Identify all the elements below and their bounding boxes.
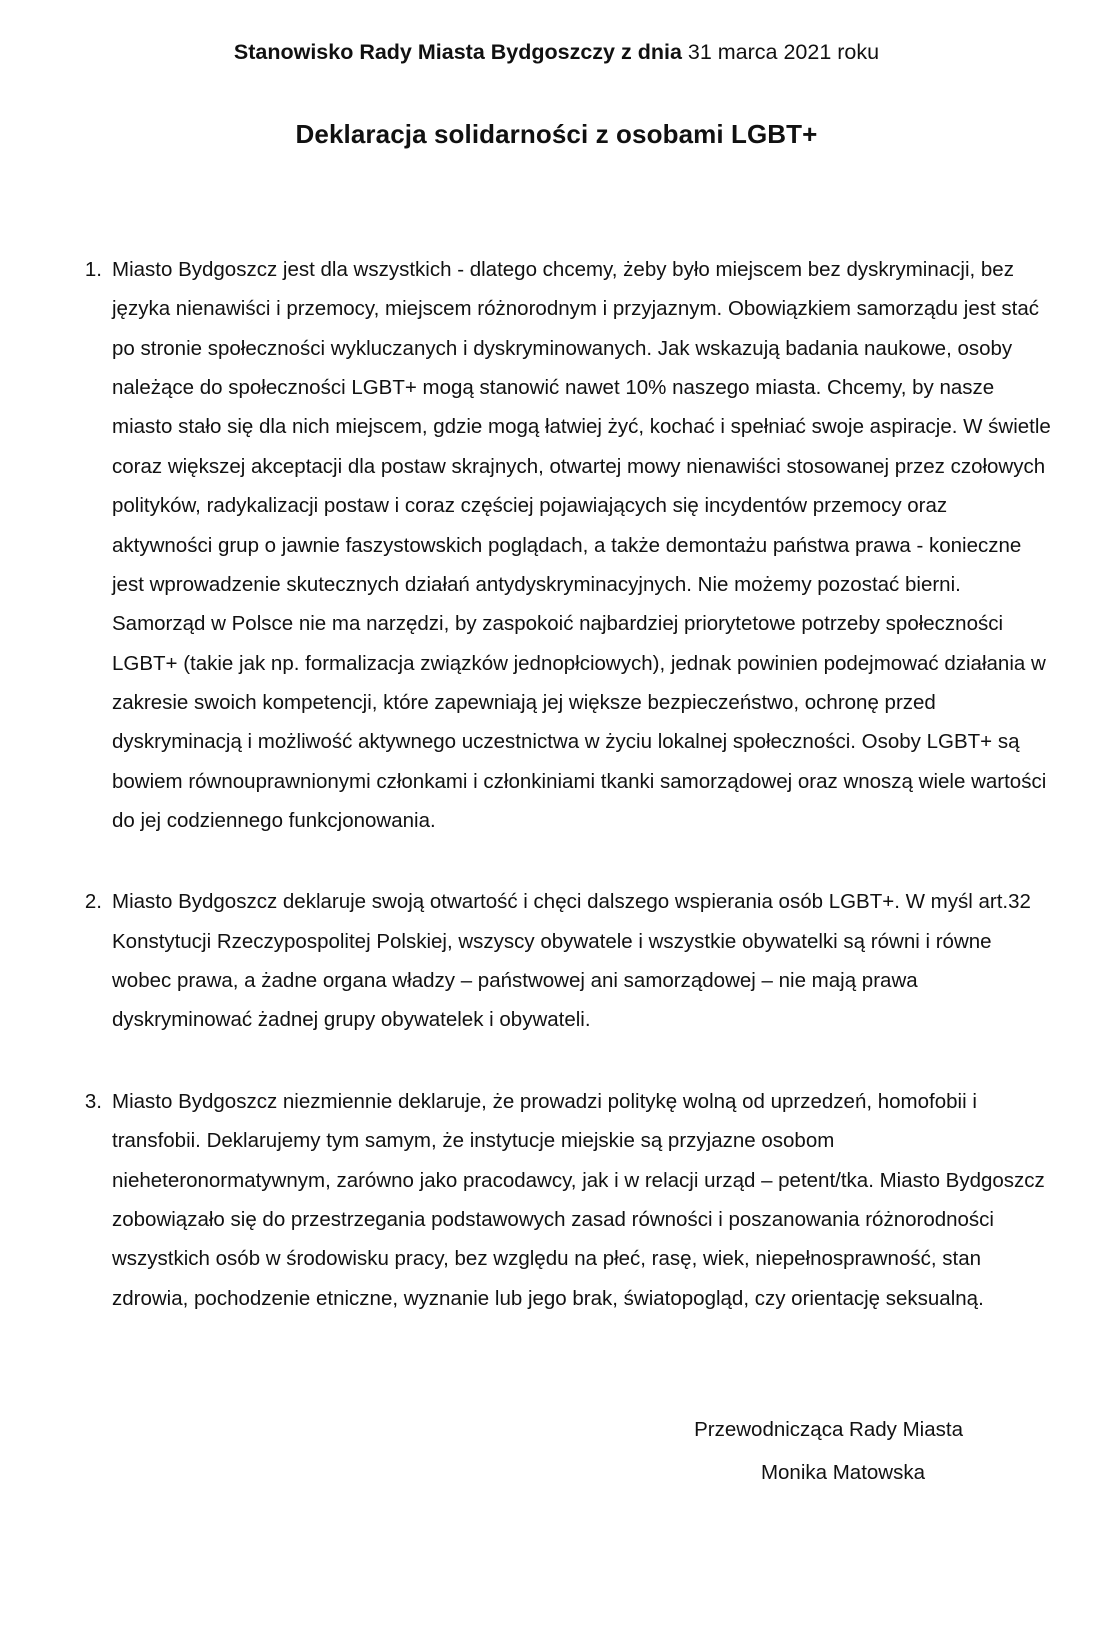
clause-item	[62, 882, 1051, 1039]
document-header-date: 31 marca 2021 roku	[681, 40, 880, 64]
clause-item	[62, 250, 1051, 840]
clause-text: Miasto Bydgoszcz jest dla wszystkich - dlatego chcemy, żeby było miejscem bez dyskryminacji, bez języka nienawiści i przemocy, miejscem różnorodnym i przyjaznym. Obowiązkiem samorządu jest stać po stronie społeczności wykluczanych i dyskryminowanych. Jak wskazują badania naukowe, osoby należące do społeczności LGBT+ mogą stanowić nawet 10% naszego miasta. Chcemy, by nasze miasto stało się dla nich miejscem, gdzie mogą łatwiej żyć, kochać i spełniać swoje aspiracje. W świetle coraz większej akceptacji dla postaw skrajnych, otwartej mowy nienawiści stosowanej przez czołowych polityków, radykalizacji postaw i coraz częściej pojawiających się incydentów przemocy oraz aktywności grup o jawnie faszystowskich poglądach, a także demontażu państwa prawa - konieczne jest wprowadzenie skutecznych działań antydyskryminacyjnych. Nie możemy pozostać bierni. Samorząd w Polsce nie ma narzędzi, by zaspokoić najbardziej priorytetowe potrzeby społeczności LGBT+ (takie jak np. formalizacja związków jednopłciowych), jednak powinien podejmować działania w zakresie swoich kompetencji, które zapewniają jej większe bezpieczeństwo, ochronę przed dyskryminacją i możliwość aktywnego uczestnictwa w życiu lokalnej społeczności. Osoby LGBT+ są bowiem równouprawnionymi członkami i członkiniami tkanki samorządowej oraz wnoszą wiele wartości do jej codziennego funkcjonowania.	[112, 258, 1051, 833]
document-header	[62, 38, 1051, 67]
clause-number: 2.	[84, 890, 102, 914]
signature-block	[62, 1408, 1051, 1494]
signature-role: Przewodnicząca Rady Miasta	[694, 1418, 963, 1441]
clause-number: 3.	[84, 1089, 102, 1113]
signature-name: Monika Matowska	[760, 1461, 925, 1485]
clause-list	[62, 250, 1051, 1318]
document-header-bold: Stanowisko Rady Miasta Bydgoszczy z dnia	[233, 40, 682, 64]
clause-number: 1.	[84, 258, 102, 282]
clause-text: Miasto Bydgoszcz niezmiennie deklaruje, że prowadzi politykę wolną od uprzedzeń, homofobii i transfobii. Deklarujemy tym samym, że instytucje miejskie są przyjazne osobom nieheteronormatywnym, zarówno jako pracodawcy, jak i w relacji urząd – petent/tka. Miasto Bydgoszcz zobowiązało się do przestrzegania podstawowych zasad równości i poszanowania różnorodności wszystkich osób w środowisku pracy, bez względu na płeć, rasę, wiek, niepełnosprawność, stan zdrowia, pochodzenie etniczne, wyznanie lub jego brak, światopogląd, czy orientację seksualną.	[112, 1089, 1045, 1310]
clause-text: Miasto Bydgoszcz deklaruje swoją otwartość i chęci dalszego wspierania osób LGBT+. W myśl art.32 Konstytucji Rzeczypospolitej Polskiej, wszyscy obywatele i wszystkie obywatelki są równi i równe wobec prawa, a żadne organa władzy – państwowej ani samorządowej – nie mają prawa dyskryminować żadnej grupy obywatelek i obywateli.	[112, 890, 1031, 1032]
page-title: Deklaracja solidarności z osobami LGBT+	[295, 119, 818, 150]
clause-item	[62, 1082, 1051, 1318]
